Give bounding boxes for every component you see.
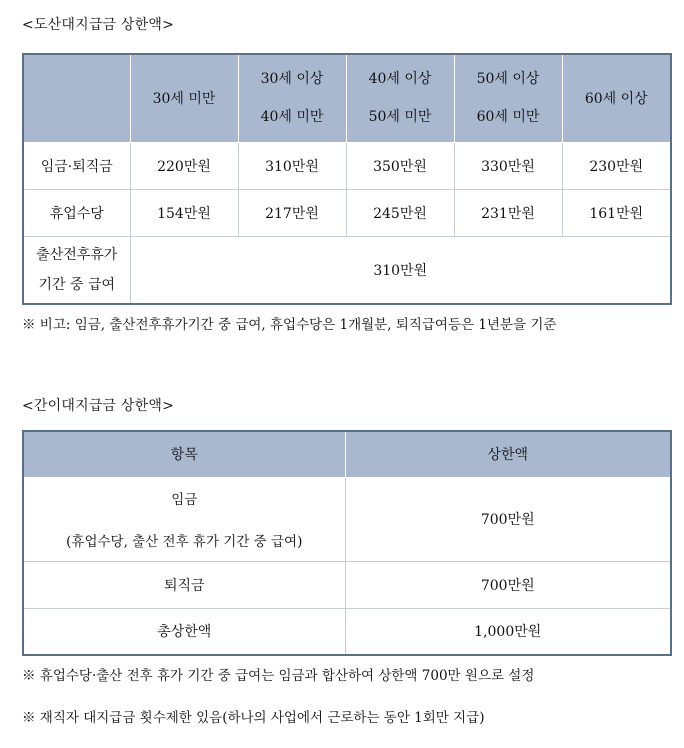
item-cell <box>23 477 345 561</box>
section2-title: <간이대지급금 상한액> <box>22 398 175 414</box>
table1-header-50to60 <box>454 54 562 142</box>
table-row <box>23 561 671 608</box>
cell-value: 154만원 <box>130 189 238 236</box>
table-row <box>23 608 671 655</box>
cell-value: 230만원 <box>562 142 671 189</box>
item-cell: 퇴직금 <box>23 561 345 608</box>
item-cell: 총상한액 <box>23 608 345 655</box>
table2-header-item: 항목 <box>23 431 345 477</box>
table1-header-row <box>23 54 671 142</box>
section2-note2: ※ 재직자 대지급금 횟수제한 있음(하나의 사업에서 근로하는 동안 1회만 지급) <box>22 710 485 726</box>
row-label: 휴업수당 <box>23 189 130 236</box>
item-line: 임금 <box>171 492 198 508</box>
section1-title: <도산대지급금 상한액> <box>22 17 175 33</box>
table1-header-under30: 30세 미만 <box>130 54 238 142</box>
cell-value: 161만원 <box>562 189 671 236</box>
table-row <box>23 477 671 561</box>
table-row <box>23 189 671 236</box>
table1-header-over60: 60세 이상 <box>562 54 671 142</box>
header-line: 30세 이상 <box>260 71 324 88</box>
cell-value-merged: 310만원 <box>130 236 671 304</box>
header-line: 40세 이상 <box>368 71 432 88</box>
row-label: 임금·퇴직금 <box>23 142 130 189</box>
table2-header-row <box>23 431 671 477</box>
table1-header-empty <box>23 54 130 142</box>
simple-payment-limit-table <box>22 430 672 656</box>
cell-value: 217만원 <box>238 189 346 236</box>
value-cell: 1,000만원 <box>345 608 671 655</box>
table2-header-limit: 상한액 <box>345 431 671 477</box>
cell-value: 245만원 <box>346 189 454 236</box>
label-line: 출산전후휴가 <box>36 246 118 263</box>
cell-value: 310만원 <box>238 142 346 189</box>
row-label <box>23 236 130 304</box>
value-cell: 700만원 <box>345 561 671 608</box>
header-line: 40세 미만 <box>260 109 324 126</box>
value-cell: 700만원 <box>345 477 671 561</box>
table1-header-40to50 <box>346 54 454 142</box>
label-line: 기간 중 급여 <box>38 276 116 293</box>
bankruptcy-payment-limit-table <box>22 53 672 305</box>
cell-value: 231만원 <box>454 189 562 236</box>
header-line: 50세 이상 <box>476 71 540 88</box>
table-row <box>23 142 671 189</box>
cell-value: 350만원 <box>346 142 454 189</box>
item-line: (휴업수당, 출산 전후 휴가 기간 중 급여) <box>66 534 303 550</box>
cell-value: 330만원 <box>454 142 562 189</box>
table-row-maternity <box>23 236 671 304</box>
section1-note: ※ 비고: 임금, 출산전후휴가기간 중 급여, 휴업수당은 1개월분, 퇴직급여등은 1년분을 기준 <box>22 317 557 333</box>
cell-value: 220만원 <box>130 142 238 189</box>
section2-note1: ※ 휴업수당·출산 전후 휴가 기간 중 급여는 임금과 합산하여 상한액 700만 원으로 설정 <box>22 668 535 684</box>
header-line: 60세 미만 <box>476 109 540 126</box>
header-line: 50세 미만 <box>368 109 432 126</box>
table1-header-30to40 <box>238 54 346 142</box>
